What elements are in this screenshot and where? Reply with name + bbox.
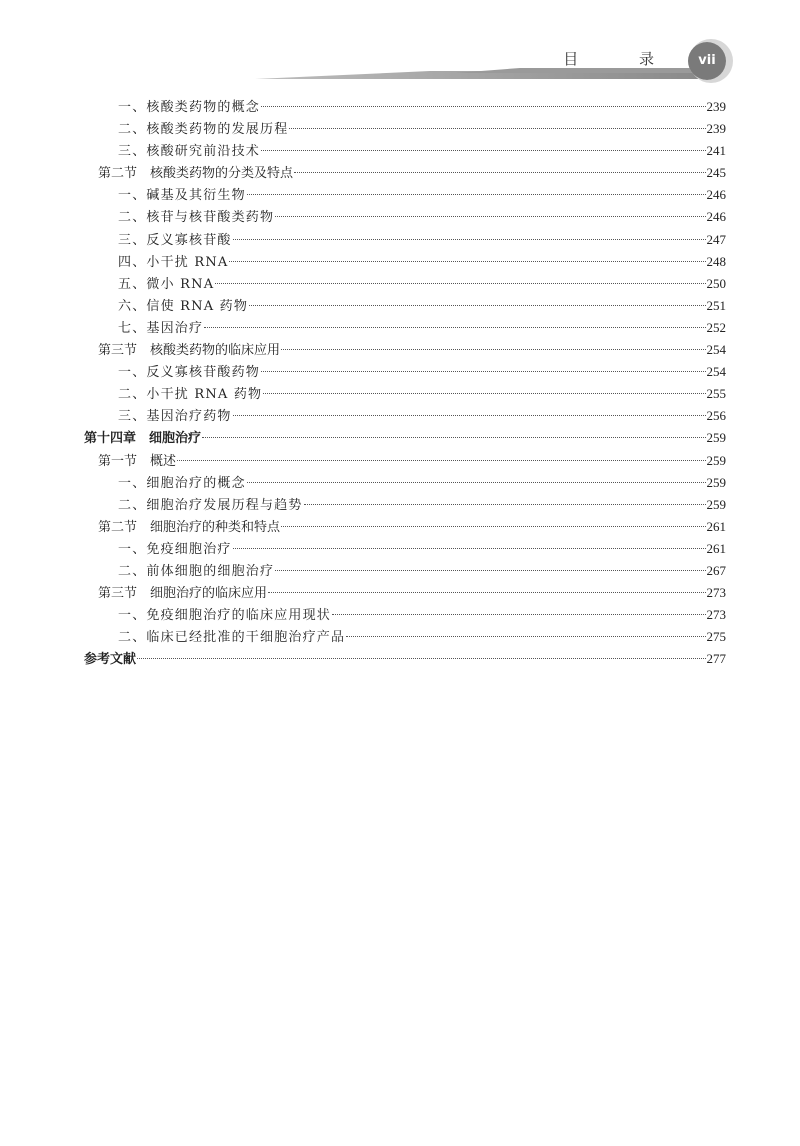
toc-page-number: 261 <box>706 540 726 556</box>
toc-entry-label: 三、反义寡核苷酸 <box>118 232 232 248</box>
toc-page-number: 254 <box>706 342 726 358</box>
toc-page-number: 246 <box>706 209 726 225</box>
toc-page-number: 259 <box>706 430 726 446</box>
toc-subsection-row <box>84 626 726 648</box>
toc-subsection-row <box>84 317 726 339</box>
toc-entry-label: 二、小干扰 RNA 药物 <box>118 387 263 403</box>
toc-entry-label: 第二节 细胞治疗的种类和特点 <box>98 519 281 535</box>
toc-entry-label: 七、基因治疗 <box>118 320 204 336</box>
toc-page-number: 241 <box>706 143 726 159</box>
toc-page-number: 275 <box>706 629 726 645</box>
dot-leader <box>177 460 705 461</box>
toc-entry-label: 第十四章 细胞治疗 <box>84 431 202 447</box>
header-rule-graphic <box>0 0 800 90</box>
toc-page-number: 250 <box>706 275 726 291</box>
toc-entry-label: 六、信使 RNA 药物 <box>118 298 249 314</box>
toc-page-number: 261 <box>706 518 726 534</box>
toc-entry-label: 一、细胞治疗的概念 <box>118 475 246 491</box>
toc-page-number: 252 <box>706 319 726 335</box>
dot-leader <box>261 106 705 107</box>
toc-page-number: 239 <box>706 121 726 137</box>
dot-leader <box>215 283 705 284</box>
toc-subsection-row <box>84 295 726 317</box>
toc-entry-label: 三、基因治疗药物 <box>118 409 232 425</box>
dot-leader <box>263 393 705 394</box>
toc-page-number: 247 <box>706 231 726 247</box>
dot-leader <box>137 658 705 659</box>
toc-section-row <box>84 339 726 361</box>
dot-leader <box>249 305 705 306</box>
toc-entry-label: 三、核酸研究前沿技术 <box>118 144 261 160</box>
toc-page-number: 273 <box>706 607 726 623</box>
toc-page-number: 277 <box>706 651 726 667</box>
toc-chapter-row <box>84 427 726 449</box>
dot-leader <box>202 437 705 438</box>
toc-entry-label: 第二节 核酸类药物的分类及特点 <box>98 166 294 182</box>
dot-leader <box>304 504 706 505</box>
toc-entry-label: 一、核酸类药物的概念 <box>118 100 261 115</box>
toc-entry-label: 第一节 概述 <box>98 453 177 469</box>
toc-page-number: 239 <box>706 99 726 114</box>
dot-leader <box>268 592 705 593</box>
toc-entry-label: 二、临床已经批准的干细胞治疗产品 <box>118 630 346 646</box>
dot-leader <box>346 636 705 637</box>
toc-entry-label: 五、微小 RNA <box>118 276 215 292</box>
toc-entry-label: 第三节 细胞治疗的临床应用 <box>98 586 268 602</box>
dot-leader <box>247 194 706 195</box>
toc-entry-label: 一、免疫细胞治疗 <box>118 541 232 557</box>
toc-subsection-row <box>84 118 726 140</box>
toc-section-row <box>84 450 726 472</box>
dot-leader <box>261 150 705 151</box>
table-of-contents <box>84 96 726 670</box>
toc-section-row <box>84 516 726 538</box>
toc-page-number: 273 <box>706 585 726 601</box>
toc-entry-label: 二、前体细胞的细胞治疗 <box>118 563 275 579</box>
toc-subsection-row <box>84 494 726 516</box>
toc-subsection-row <box>84 206 726 228</box>
page-header <box>0 0 800 90</box>
dot-leader <box>233 548 706 549</box>
dot-leader <box>294 172 705 173</box>
dot-leader <box>281 526 705 527</box>
dot-leader <box>281 349 705 350</box>
toc-page-number: 251 <box>706 297 726 313</box>
dot-leader <box>275 216 705 217</box>
toc-subsection-row <box>84 361 726 383</box>
toc-subsection-row <box>84 560 726 582</box>
page-number-badge: vii <box>688 42 726 80</box>
toc-entry-label: 参考文献 <box>84 652 137 668</box>
dot-leader <box>233 239 706 240</box>
toc-page-number: 248 <box>706 253 726 269</box>
toc-page-number: 256 <box>706 408 726 424</box>
toc-entry-label: 第三节 核酸类药物的临床应用 <box>98 343 281 359</box>
toc-subsection-row <box>84 96 726 118</box>
toc-page-number: 259 <box>706 452 726 468</box>
toc-subsection-row <box>84 251 726 273</box>
toc-entry-label: 四、小干扰 RNA <box>118 254 229 270</box>
dot-leader <box>204 327 705 328</box>
dot-leader <box>289 128 705 129</box>
dot-leader <box>261 371 705 372</box>
toc-chapter-row <box>84 648 726 670</box>
toc-page-number: 245 <box>706 165 726 181</box>
toc-page-number: 246 <box>706 187 726 203</box>
toc-subsection-row <box>84 383 726 405</box>
toc-page-number: 267 <box>706 562 726 578</box>
toc-subsection-row <box>84 229 726 251</box>
dot-leader <box>275 570 705 571</box>
toc-entry-label: 二、核苷与核苷酸类药物 <box>118 210 275 226</box>
toc-page-number: 259 <box>706 474 726 490</box>
toc-page-number: 254 <box>706 364 726 380</box>
toc-subsection-row <box>84 273 726 295</box>
toc-entry-label: 一、免疫细胞治疗的临床应用现状 <box>118 608 332 624</box>
toc-subsection-row <box>84 405 726 427</box>
toc-page-number: 255 <box>706 386 726 402</box>
header-title: 目 录 <box>563 50 682 68</box>
toc-subsection-row <box>84 604 726 626</box>
dot-leader <box>247 482 706 483</box>
dot-leader <box>229 261 705 262</box>
toc-entry-label: 二、核酸类药物的发展历程 <box>118 122 289 138</box>
toc-subsection-row <box>84 538 726 560</box>
toc-section-row <box>84 162 726 184</box>
toc-page-number: 259 <box>706 496 726 512</box>
dot-leader <box>233 415 706 416</box>
toc-subsection-row <box>84 184 726 206</box>
toc-section-row <box>84 582 726 604</box>
toc-entry-label: 二、细胞治疗发展历程与趋势 <box>118 497 303 513</box>
toc-subsection-row <box>84 140 726 162</box>
dot-leader <box>332 614 705 615</box>
toc-entry-label: 一、反义寡核苷酸药物 <box>118 365 261 381</box>
toc-entry-label: 一、碱基及其衍生物 <box>118 188 246 204</box>
toc-subsection-row <box>84 472 726 494</box>
